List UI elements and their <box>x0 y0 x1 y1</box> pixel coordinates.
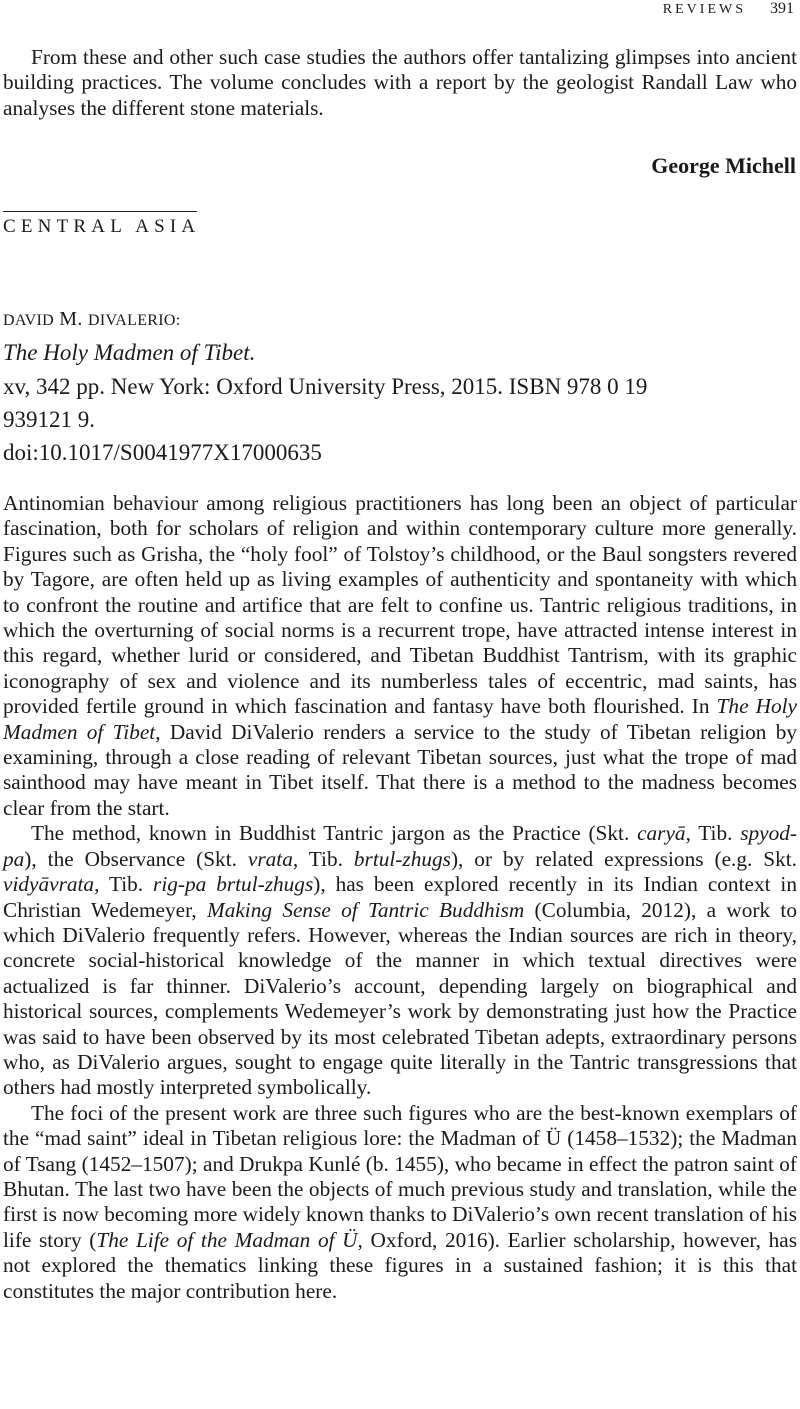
review-paragraph-2 <box>3 821 797 1100</box>
para3-book-title: The Life of the Madman of Ü <box>96 1227 358 1252</box>
author-first-name: DAVID <box>3 312 54 329</box>
para2-term-6: rig-pa brtul-zhugs <box>153 872 314 897</box>
publication-line-2: 939121 9. <box>3 407 95 432</box>
para3-text-b: , Oxford, 2016). Earlier scholarship, however, has not explored the thematics linking these figures in a sustained fashion; it is this that constitutes the major contribution here. <box>3 1227 798 1303</box>
para2-term-4: brtul-zhugs <box>353 846 451 871</box>
para2-term-2: spyod-pa <box>3 821 797 871</box>
intro-paragraph: From these and other such case studies the authors offer tantalizing glimpses into ancient building practices. The volume concludes with a report by the geologist Randall Law who analyses the different stone materials. <box>3 45 797 120</box>
running-header <box>663 0 794 20</box>
para2-term-1: caryā <box>637 821 686 846</box>
para2-text-7: ), has been explored recently in its Indian context in Christian Wedemeyer, <box>3 872 797 922</box>
running-head: REVIEWS <box>662 2 746 17</box>
para2-text-4: , Tib. <box>292 846 354 871</box>
review-paragraph-1 <box>3 491 797 821</box>
para2-text-5: ), or by related expressions (e.g. Skt. <box>450 846 798 871</box>
author-initial: M. <box>59 308 83 330</box>
review-body <box>3 491 797 1304</box>
para2-term-3: vrata <box>247 846 293 871</box>
book-title: The Holy Madmen of Tibet. <box>3 340 256 365</box>
publication-details <box>3 370 797 469</box>
para2-term-5: vidyāvrata <box>3 872 95 897</box>
page-number: 391 <box>770 0 794 17</box>
para1-text-b: , David DiValerio renders a service to the study of Tibetan religion by examining, through a close reading of relevant Tibetan sources, just what the trope of mad sainthood may have meant in Tibet itself. That there is a method to the madness becomes clear from the start. <box>3 719 797 820</box>
publication-line-1: xv, 342 pp. New York: Oxford University Press, 2015. ISBN 978 0 19 <box>3 374 648 399</box>
author-last-name: DIVALERIO: <box>88 312 181 329</box>
para2-text-1: The method, known in Buddhist Tantric jargon as the Practice (Skt. <box>31 821 638 846</box>
para2-text-6: , Tib. <box>94 872 154 897</box>
para3-text-a: The foci of the present work are three such figures who are the best-known exemplars of the “mad saint” ideal in Tibetan religious lore: the Madman of Ü (1458–1532); the Madman of Tsang (1452–1507); and Drukpa Kunlé (b. 1455), who became in effect the patron saint of Bhutan. The last two have been the objects of much previous study and translation, while the first is now becoming more widely known thanks to DiValerio’s own recent translation of his life story ( <box>3 1100 797 1252</box>
para1-text-a: Antinomian behaviour among religious practitioners has long been an object of particular fascination, both for scholars of religion and within contemporary culture more generally. Figures such as Grisha, the “holy fool” of Tolstoy’s childhood, or the Baul songsters revered by Tagore, are often held up as living examples of authenticity and spontaneity with which to confront the routine and artifice that are felt to confine us. Tantric religious traditions, in which the overturning of social norms is a recurrent trope, have attracted intense interest in this regard, whether lurid or considered, and Tibetan Buddhist Tantrism, with its graphic iconography of sex and violence and its numberless tales of eccentric, mad saints, has provided fertile ground in which fascination and fantasy have both flourished. In <box>3 491 797 719</box>
section-rule <box>3 211 197 212</box>
book-author <box>3 308 180 331</box>
para2-text-3: ), the Observance (Skt. <box>24 846 248 871</box>
para2-cited-title: Making Sense of Tantric Buddhism <box>206 897 525 922</box>
reviewer-name: George Michell <box>651 153 796 178</box>
para2-text-8: (Columbia, 2012), a work to which DiValerio frequently refers. However, whereas the Indian sources are rich in theory, concrete social-historical knowledge of the manner in which textual directives were actualized is far thinner. DiValerio’s account, depending largely on biographical and historical sources, complements Wedemeyer’s work by demonstrating just how the Practice was said to have been observed by its most celebrated Tibetan adepts, extraordinary persons who, as DiValerio argues, sought to engage quite literally in the Tantric transgressions that others had mostly interpreted symbolically. <box>3 897 798 1100</box>
review-paragraph-3 <box>3 1101 797 1304</box>
para1-book-title: The Holy Madmen of Tibet <box>3 694 797 744</box>
section-heading: CENTRAL ASIA <box>3 216 201 237</box>
intro-block <box>3 45 797 121</box>
doi: doi:10.1017/S0041977X17000635 <box>3 440 322 465</box>
para2-text-2: , Tib. <box>685 821 741 846</box>
